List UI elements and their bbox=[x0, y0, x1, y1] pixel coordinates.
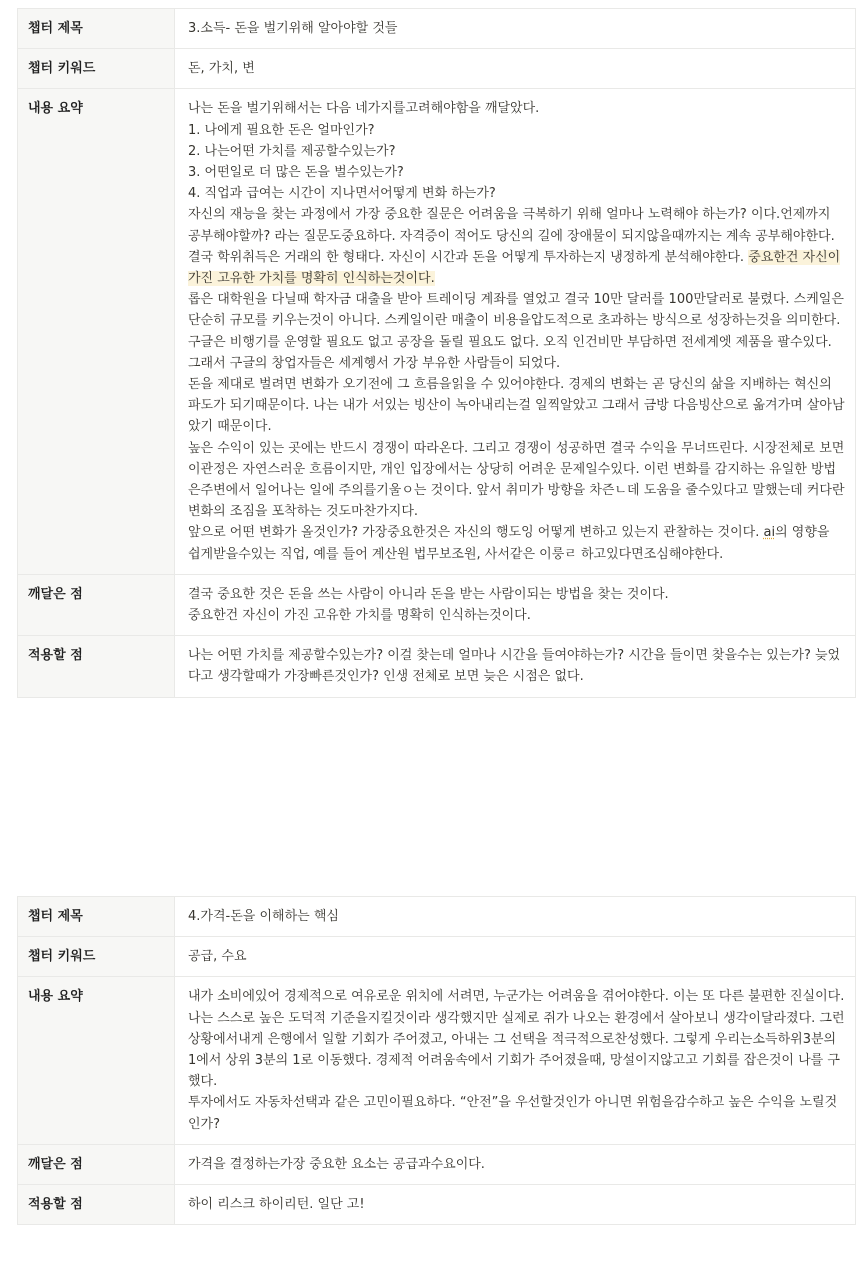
row-label: 챕터 키워드 bbox=[18, 49, 175, 89]
summary-paragraph: 나는 스스로 높은 도덕적 기준을지킬것이라 생각했지만 실제로 쥐가 나오는 환경에서 살아보니 생각이달라졌다. 그런 상황에서내게 은행에서 일할 기회가 주어졌고, 아내는 그 선택을 적극적으로찬성했다. 그렇게 우리는소득하위3분의 1에서 상위 3분의 1로 이동했다. 경제적 어려움속에서 기회가 주어졌을때, 망설이지않고고 기회를 잡은것이 나를 구했다. bbox=[188, 1010, 845, 1090]
summary-paragraph bbox=[188, 204, 845, 289]
summary-text: 앞으로 어떤 변화가 올것인가? 가장중요한것은 자신의 행도잉 어떻게 변하고 있는지 관찰하는 것이다. bbox=[188, 525, 764, 541]
apply-value[interactable]: 하이 리스크 하이리턴. 일단 고! bbox=[175, 1185, 856, 1225]
table-row-keywords bbox=[18, 49, 856, 89]
summary-paragraph: 구글은 비행기를 운영할 필요도 없고 공장을 돌릴 필요도 없다. 오직 인건비만 부담하면 전세계엣 제품을 팔수있다. 그래서 구글의 창업자들은 세계헹서 가장 부유한 사람들이 되었다. bbox=[188, 334, 832, 371]
chapter-table-4 bbox=[17, 896, 856, 1225]
realized-cell[interactable] bbox=[175, 574, 856, 635]
row-label: 깨달은 점 bbox=[18, 574, 175, 635]
chapter-table-3 bbox=[17, 8, 856, 698]
summary-text: 자신의 재능을 찾는 과정에서 가장 중요한 질문은 어려움을 극복하기 위해 얼마나 노력해야 하는가? 이다.언제까지 공부해야할까? 라는 질문도중요하다. 자격증이 적어도 당신의 길에 장애물이 되지않을때까지는 계속 공부해야한다. 결국 학위취득은 거래의 한 형태다. 자신이 시간과 돈을 어떻게 투자하는지 냉정하게 분석해야한다. bbox=[188, 207, 835, 265]
table-row-summary bbox=[18, 89, 856, 574]
row-label: 적용할 점 bbox=[18, 1185, 175, 1225]
summary-line: 1. 나에게 필요한 돈은 얼마인가? bbox=[188, 122, 375, 138]
row-label: 적용할 점 bbox=[18, 636, 175, 697]
spellcheck-underlined-word: ai bbox=[763, 525, 776, 541]
realized-line: 결국 중요한 것은 돈을 쓰는 사람이 아니라 돈을 받는 사람이되는 방법을 찾는 것이다. bbox=[188, 586, 669, 602]
chapter-keywords-value[interactable]: 공급, 수요 bbox=[175, 937, 856, 977]
summary-text: 의 영향을 쉽게받을수있는 직업, 예를 들어 계산원 법무보조원, 사서같은 이룽ㄹ 하고있다면조심해야한다. bbox=[188, 525, 830, 562]
row-label: 챕터 제목 bbox=[18, 897, 175, 937]
row-label: 챕터 제목 bbox=[18, 9, 175, 49]
summary-cell[interactable] bbox=[175, 89, 856, 574]
chapter-title-value[interactable]: 3.소득- 돈을 벌기위해 알아야할 것들 bbox=[175, 9, 856, 49]
row-label: 내용 요약 bbox=[18, 977, 175, 1144]
table-row-title bbox=[18, 897, 856, 937]
row-label: 챕터 키워드 bbox=[18, 937, 175, 977]
apply-value[interactable]: 나는 어떤 가치를 제공할수있는가? 이걸 찾는데 얼마나 시간을 들여야하는가? 시간을 들이면 찾을수는 있는가? 늦었다고 생각할때가 가장빠른것인가? 인생 전체로 보면 늦은 시점은 없다. bbox=[175, 636, 856, 697]
summary-paragraph: 내가 소비에있어 경제적으로 여유로운 위치에 서려면, 누군가는 어려움을 겪어야한다. 이는 또 다른 불편한 진실이다. bbox=[188, 989, 845, 1005]
summary-line: 4. 직업과 급여는 시간이 지나면서어떻게 변화 하는가? bbox=[188, 186, 496, 202]
summary-paragraph: 롭은 대학원을 다닐때 학자금 대출을 받아 트레이딩 계좌를 열었고 결국 10만 달러를 100만달러로 불렸다. 스케일은 단순히 규모를 키우는것이 아니다. 스케일이란 매출이 비용을압도적으로 초과하는 방식으로 성장하는것을 의미한다. bbox=[188, 292, 844, 329]
realized-line: 중요한건 자신이 가진 고유한 가치를 명확히 인식하는것이다. bbox=[188, 608, 531, 624]
table-row-apply bbox=[18, 1185, 856, 1225]
summary-cell[interactable] bbox=[175, 977, 856, 1144]
table-row-realized bbox=[18, 1144, 856, 1184]
summary-paragraph bbox=[188, 522, 845, 564]
summary-paragraph: 돈을 제대로 벌려면 변화가 오기전에 그 흐름을읽을 수 있어야한다. 경제의 변화는 곧 당신의 삶을 지배하는 혁신의 파도가 되기때문이다. 나는 내가 서있는 빙산이 녹아내리는걸 일찍알았고 그래서 금방 다음빙산으로 옮겨가며 살아남았기 때문이다. bbox=[188, 377, 845, 435]
realized-value[interactable]: 가격을 결정하는가장 중요한 요소는 공급과수요이다. bbox=[175, 1144, 856, 1184]
summary-line: 나는 돈을 벌기위해서는 다음 네가지를고려해야함을 깨달았다. bbox=[188, 101, 540, 117]
table-row-summary bbox=[18, 977, 856, 1144]
summary-paragraph: 높은 수익이 있는 곳에는 반드시 경쟁이 따라온다. 그리고 경쟁이 성공하면 결국 수익을 무너뜨린다. 시장전체로 보면 이관정은 자연스러운 흐름이지만, 개인 입장에서는 상당히 어려운 문제일수있다. 이런 변화를 감지하는 유일한 방법은주변에서 일어나는 일에 주의를기울ㅇ는 것이다. 앞서 취미가 방향을 차즌ㄴ데 도움을 줄수있다고 말했는데 커다란 변화의 조짐을 포착하는 것도마찬가지다. bbox=[188, 440, 845, 520]
summary-line: 2. 나는어떤 가치를 제공할수있는가? bbox=[188, 143, 396, 159]
summary-paragraph: 투자에서도 자동차선택과 같은 고민이필요하다. “안전”을 우선할것인가 아니면 위험을감수하고 높은 수익을 노릴것인가? bbox=[188, 1095, 838, 1132]
row-label: 깨달은 점 bbox=[18, 1144, 175, 1184]
chapter-title-value[interactable]: 4.가격-돈을 이해하는 핵심 bbox=[175, 897, 856, 937]
highlighted-text: 중요한건 자신이 가진 고유한 가치를 명확히 인식하는것이다. bbox=[188, 249, 841, 287]
row-label: 내용 요약 bbox=[18, 89, 175, 574]
table-row-keywords bbox=[18, 937, 856, 977]
table-row-realized bbox=[18, 574, 856, 635]
table-row-apply bbox=[18, 636, 856, 697]
chapter-keywords-value[interactable]: 돈, 가치, 변 bbox=[175, 49, 856, 89]
summary-line: 3. 어떤일로 더 많은 돈을 벌수있는가? bbox=[188, 165, 404, 181]
table-row-title bbox=[18, 9, 856, 49]
